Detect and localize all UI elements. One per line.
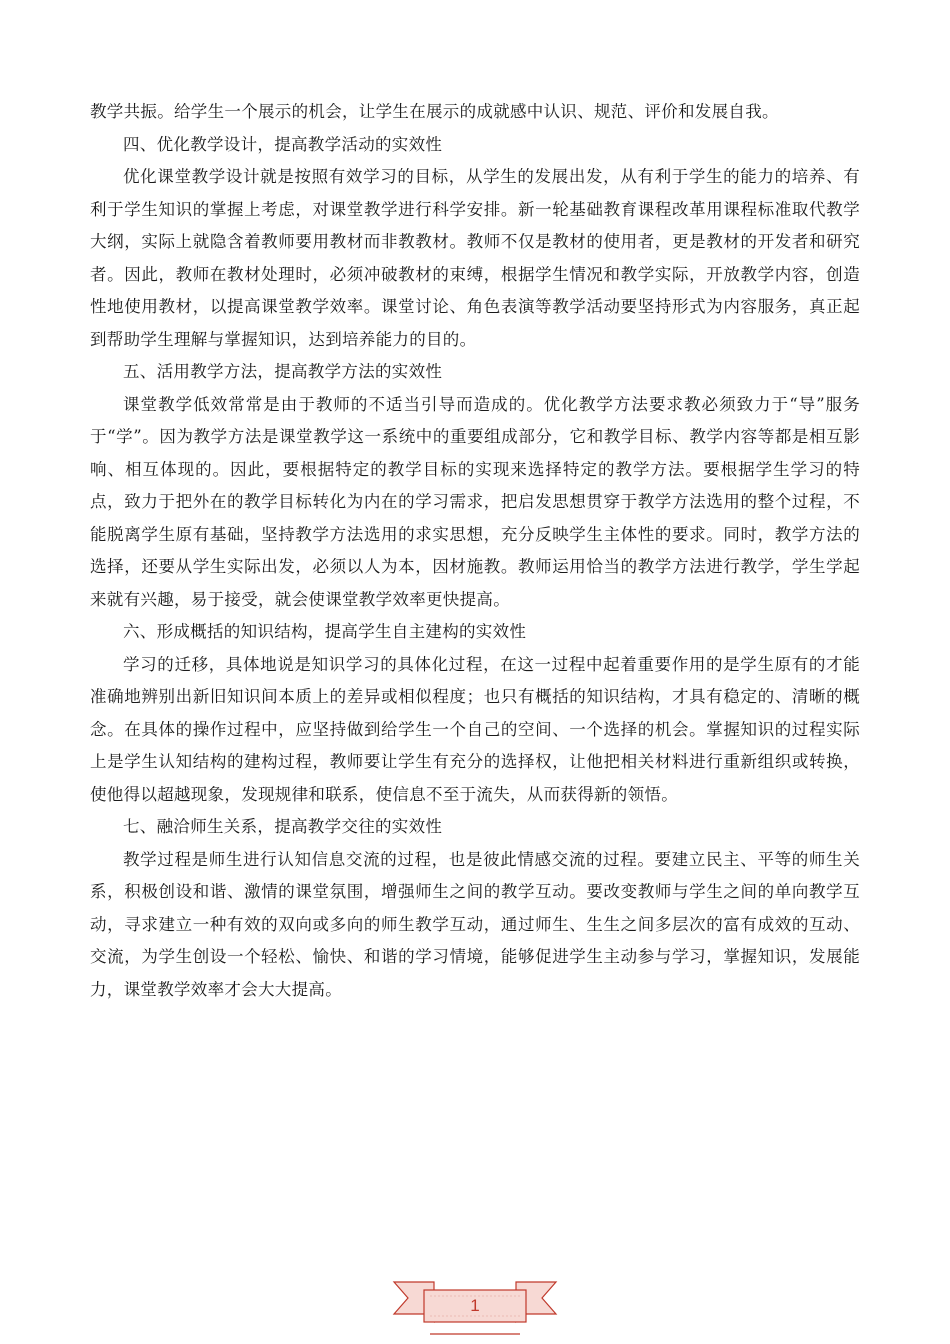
paragraph-section-4: 优化课堂教学设计就是按照有效学习的目标，从学生的发展出发，从有利于学生的能力的培养、有利于学生知识的掌握上考虑，对课堂教学进行科学安排。新一轮基础教育课程改革用课程标准取代教学大纲，实际上就隐含着教师要用教材而非教教材。教师不仅是教材的使用者，更是教材的开发者和研究者。因此，教师在教材处理时，必须冲破教材的束缚，根据学生情况和教学实际，开放教学内容，创造性地使用教材，以提高课堂教学效率。课堂讨论、角色表演等教学活动要坚持形式为内容服务，真正起到帮助学生理解与掌握知识，达到培养能力的目的。 bbox=[90, 167, 860, 349]
paragraph-section-6: 学习的迁移，具体地说是知识学习的具体化过程，在这一过程中起着重要作用的是学生原有的才能准确地辨别出新旧知识间本质上的差异或相似程度；也只有概括的知识结构，才具有稳定的、清晰的概念。在具体的操作过程中，应坚持做到给学生一个自己的空间、一个选择的机会。掌握知识的过程实际上是学生认知结构的建构过程，教师要让学生有充分的选择权，让他把相关材料进行重新组织或转换，使他得以超越现象，发现规律和联系，使信息不至于流失，从而获得新的领悟。 bbox=[90, 654, 860, 804]
section-heading-5: 五、活用教学方法，提高教学方法的实效性 bbox=[123, 362, 443, 381]
section-heading-6: 六、形成概括的知识结构，提高学生自主建构的实效性 bbox=[123, 622, 527, 641]
paragraph-continuation: 教学共振。给学生一个展示的机会，让学生在展示的成就感中认识、规范、评价和发展自我。 bbox=[90, 102, 779, 121]
page-footer bbox=[390, 1274, 560, 1340]
section-heading-4: 四、优化教学设计，提高教学活动的实效性 bbox=[123, 134, 443, 154]
section-heading-7: 七、融洽师生关系，提高教学交往的实效性 bbox=[123, 817, 443, 836]
page-number: 1 bbox=[470, 1296, 480, 1315]
paragraph-section-7: 教学过程是师生进行认知信息交流的过程，也是彼此情感交流的过程。要建立民主、平等的师生关系，积极创设和谐、激情的课堂氛围，增强师生之间的教学互动。要改变教师与学生之间的单向教学互动，寻求建立一种有效的双向或多向的师生教学互动，通过师生、生生之间多层次的富有成效的互动、交流，为学生创设一个轻松、愉快、和谐的学习情境，能够促进学生主动参与学习，掌握知识，发展能力，课堂教学效率才会大大提高。 bbox=[90, 849, 860, 999]
paragraph-section-5: 课堂教学低效常常是由于教师的不适当引导而造成的。优化教学方法要求教必须致力于“导”服务于“学”。因为教学方法是课堂教学这一系统中的重要组成部分，它和教学目标、教学内容等都是相互影响、相互体现的。因此，要根据特定的教学目标的实现来选择特定的教学方法。要根据学生学习的特点，致力于把外在的教学目标转化为内在的学习需求，把启发思想贯穿于教学方法选用的整个过程，不能脱离学生原有基础，坚持教学方法选用的求实思想，充分反映学生主体性的要求。同时，教学方法的选择，还要从学生实际出发，必须以人为本，因材施教。教师运用恰当的教学方法进行教学，学生学起来就有兴趣，易于接受，就会使课堂教学效率更快提高。 bbox=[90, 394, 860, 609]
document-body bbox=[90, 96, 860, 1006]
